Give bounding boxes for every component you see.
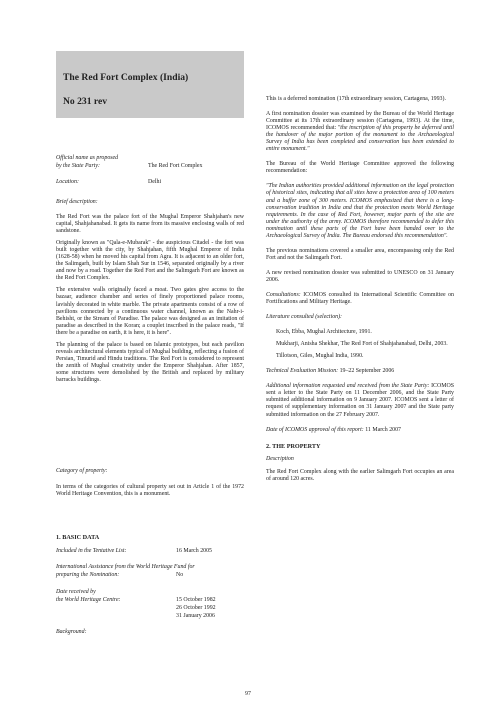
received-date: 31 January 2006 <box>176 613 215 619</box>
literature-item: Mukharji, Anisha Shekhar, The Red Fort of Shahjahanabad, Delhi, 2003. <box>276 341 448 348</box>
nomination-number: No 231 rev <box>63 96 108 107</box>
tentative-list-value: 16 March 2005 <box>176 548 212 554</box>
received-date: 15 October 1982 <box>176 597 216 603</box>
received-label-2: the World Heritage Centre: <box>56 597 121 603</box>
received-date: 26 October 1992 <box>176 605 216 611</box>
description-text: The Red Fort Complex along with the earlier Salimgarh Fort occupies an area of around 120 acres. <box>266 468 454 482</box>
property-heading: 2. THE PROPERTY <box>266 442 321 450</box>
received-label-1: Date received by <box>56 589 96 595</box>
additional-info-paragraph: Additional information requested and received from the State Party: ICOMOS sent a letter to the State Party on 11 December 2006, and the State Party submitted additional information on 9 January 2007. ICOMOS sent a letter of request of supplementary information on 31 January 2007 and the State party submitted information on the 27 February 2007. <box>266 383 454 418</box>
property-title: The Red Fort Complex (India) <box>63 72 189 83</box>
literature-item: Koch, Ebba, Mughal Architecture, 1991. <box>276 329 372 336</box>
description-paragraph: The Red Fort was the palace fort of the Mughal Emperor Shahjahan's new capital, Shahjahanabad. It gets its name from its massive enclosing walls of red sandstone. <box>56 214 244 235</box>
location-label: Location: <box>56 179 79 185</box>
mission-paragraph: Technical Evaluation Mission: 19–22 September 2006 <box>266 368 395 375</box>
background-label: Background: <box>56 629 87 635</box>
description-paragraph: Originally known as "Qala-e-Mubarak" - the auspicious Citadel - the fort was built together with the city, by Shahjahan, fifth Mughal Emperor of India (1628-58) when he moved his capital from Agra. It is adjacent to an older fort, the Salimgarh, built by Islam Shah Sur in 1546, separated originally by a river and now by a road. Together the Red Fort and the Salimgarh Fort are known as the Red Fort Complex. <box>56 240 244 282</box>
approval-paragraph: Date of ICOMOS approval of this report: 11 March 2007 <box>266 426 401 433</box>
brief-description-body <box>56 214 244 384</box>
official-name-value: The Red Fort Complex <box>148 163 203 169</box>
description-heading: Description <box>266 455 294 462</box>
description-paragraph: The planning of the palace is based on Islamic prototypes, but each pavilion reveals architectural elements typical of Mughal building, reflecting a fusion of Persian, Timurid and Hindu traditions. The Red Fort is considered to represent the zenith of Mughal creativity under the Emperor Shahjahan. After 1857, some structures were demolished by the British and replaced by military barracks buildings. <box>56 341 244 383</box>
page-number: 97 <box>245 691 251 697</box>
official-name-label-1: Official name as proposed <box>56 155 119 161</box>
first-nomination-paragraph: A first nomination dossier was examined by the Bureau of the World Heritage Committee at its 17th extraordinary session (Cartagena, 1993). At the time, ICOMOS recommended that: "the inscription of this property be deferred until the handover of the major portion of the monument to the Archaeological Survey of India has been completed and conservation has been extended to entire monument." <box>266 111 455 153</box>
assistance-label-1: International Assistance from the World Heritage Fund for <box>56 564 195 570</box>
previous-nominations-paragraph: The previous nominations covered a smaller area, encompassing only the Red Fort and not the Salimgarh Fort. <box>266 247 454 261</box>
literature-heading: Literature consulted (selection): <box>266 314 343 321</box>
category-heading: Category of property: <box>56 468 108 474</box>
title-box <box>56 51 244 118</box>
category-text: In terms of the categories of cultural property set out in Article 1 of the 1972 World Heritage Convention, this is a monument. <box>56 484 244 498</box>
consultations-paragraph: Consultations: ICOMOS consulted its International Scientific Committee on Fortifications and Military Heritage. <box>266 291 454 306</box>
description-paragraph: The extensive walls originally faced a moat. Two gates give access to the bazaar, audience chamber and series of finely proportioned palace rooms, lavishly decorated in white marble. The private apartments consist of a row of pavilions connected by a continuous water channel, known as the Nahr-i-Behisht, or the Stream of Paradise. The palace was designed as an imitation of paradise as described in the Koran; a couplet inscribed in the palace reads, "If there be a paradise on earth, it is here, it is here". <box>56 287 244 336</box>
official-name-label-2: by the State Party: <box>56 163 101 169</box>
tentative-list-label: Included in the Tentative List: <box>56 548 127 554</box>
bureau-paragraph: The Bureau of the World Heritage Committee approved the following recommendation: <box>266 161 454 175</box>
assistance-value: No <box>176 572 184 578</box>
brief-description-heading: Brief description: <box>56 199 98 205</box>
basic-data-heading: 1. BASIC DATA <box>56 534 100 541</box>
literature-item: Tillotson, Giles, Mughal India, 1990. <box>276 353 364 360</box>
right-column <box>266 96 454 483</box>
bureau-quote: "The Indian authorities provided additional information on the legal protection of historical sites, indicating that all sites have a protection area of 100 meters and a buffer zone of 300 meters. ICOMOS emphasized that there is a long-conservation tradition in India and that the protection meets World Heritage requirements. In the case of Red Fort, however, major parts of the site are under the authority of the army. ICOMOS therefore recommended to defer this nomination until these parts of the Fort have been handed over to the Archaeological Survey of India. The Bureau endorsed this recommendation". <box>266 183 454 239</box>
deferred-paragraph: This is a deferred nomination (17th extraordinary session, Cartagena, 1993). <box>266 96 446 102</box>
assistance-label-2: preparing the Nomination: <box>56 572 120 578</box>
location-value: Delhi <box>148 179 162 185</box>
revised-nomination-paragraph: A new revised nomination dossier was submitted to UNESCO on 31 January 2006. <box>266 269 454 283</box>
